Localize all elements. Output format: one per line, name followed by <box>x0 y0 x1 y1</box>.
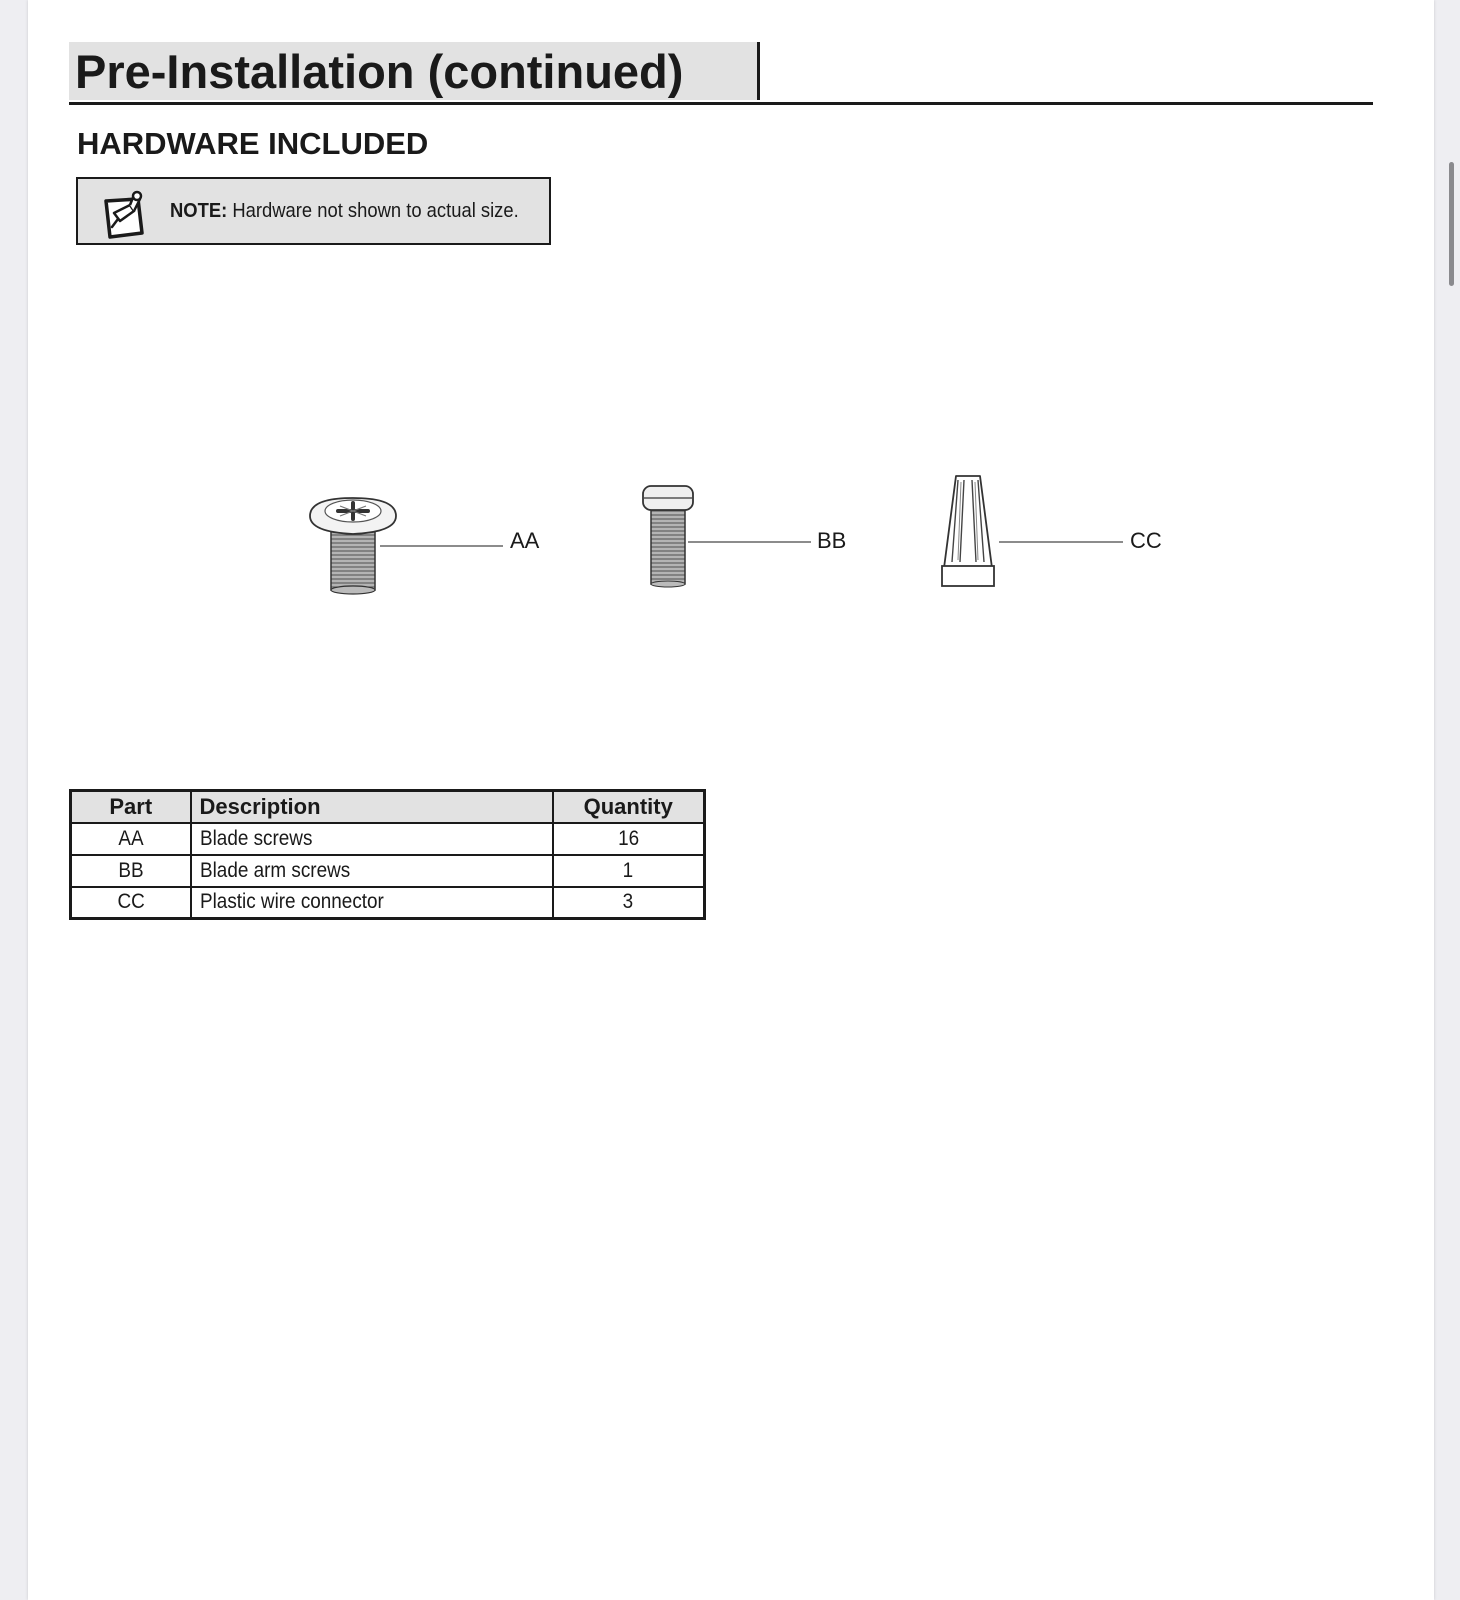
document-page <box>28 0 1434 1600</box>
cell-part: AA <box>118 826 144 850</box>
note-pin-icon <box>100 187 150 241</box>
column-header-quantity: Quantity <box>553 791 705 823</box>
note-text <box>170 200 519 223</box>
cell-quantity: 1 <box>622 858 634 882</box>
note-label: NOTE: <box>170 200 228 222</box>
part-label-bb: BB <box>817 528 847 553</box>
table-row <box>71 855 705 887</box>
page-title-box <box>69 42 760 100</box>
note-box <box>76 177 551 245</box>
table-header-row <box>71 791 705 823</box>
section-heading: HARDWARE INCLUDED <box>77 126 429 161</box>
cell-part: BB <box>118 858 144 882</box>
column-header-part: Part <box>71 791 191 823</box>
table-row <box>71 887 705 919</box>
note-body: Hardware not shown to actual size. <box>232 200 519 222</box>
cell-part: CC <box>117 890 145 914</box>
hardware-table <box>69 789 706 920</box>
cell-description: Blade arm screws <box>199 858 350 882</box>
cell-description: Blade screws <box>199 826 312 850</box>
cell-description: Plastic wire connector <box>199 890 384 914</box>
column-header-description: Description <box>191 791 553 823</box>
cell-quantity: 16 <box>617 826 639 850</box>
page-header <box>69 42 1373 105</box>
wire-connector-icon <box>942 476 994 586</box>
scrollbar-thumb[interactable] <box>1449 162 1454 286</box>
part-label-aa: AA <box>510 528 540 553</box>
page-title: Pre-Installation (continued) <box>75 45 684 98</box>
part-label-cc: CC <box>1130 528 1162 553</box>
table-row <box>71 823 705 855</box>
hardware-illustrations <box>268 470 1208 620</box>
machine-screw-icon <box>643 486 693 587</box>
cell-quantity: 3 <box>622 890 634 914</box>
hardware-figure <box>268 470 1208 620</box>
